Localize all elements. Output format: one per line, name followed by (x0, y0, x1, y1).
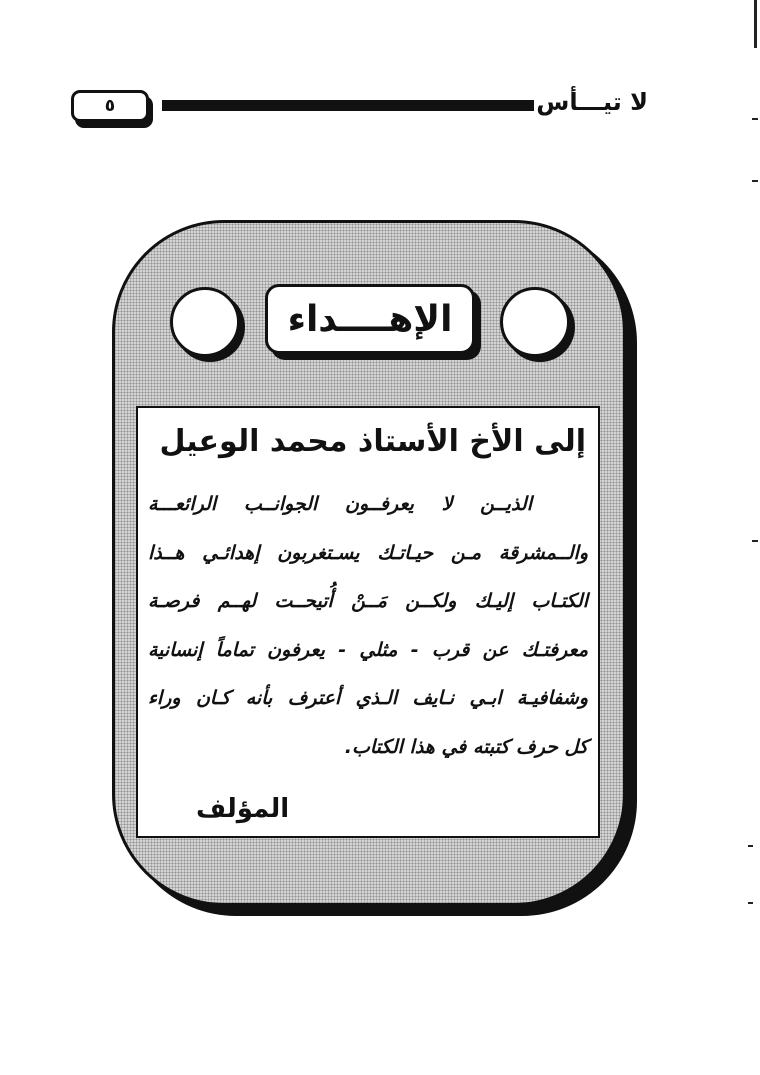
scan-edge-mark (752, 180, 758, 182)
body-line: معرفتـك عن قرب - مثلي - يعرفون تماماً إنسانية (148, 638, 588, 661)
dedication-body (148, 480, 588, 771)
page-number: ٥ (71, 90, 149, 122)
scan-edge-mark (754, 0, 757, 48)
right-ornament-circle (500, 287, 570, 357)
body-line: الكتـاب إليـك ولكــن مَــنْ أُتيحــت لهــم فرصـة (148, 590, 588, 612)
scan-edge-mark (748, 902, 753, 904)
body-line: والــمشرقة مـن حيـاتـك يسـتغربون إهدائـي هــذا (148, 541, 588, 564)
left-ornament-circle (170, 287, 240, 357)
dedication-title: الإهــــداء (265, 284, 475, 354)
author-signature: المؤلف (196, 794, 290, 824)
dedication-addressee: إلى الأخ الأستاذ محمد الوعيل (159, 424, 586, 459)
dedication-text-box (136, 406, 600, 838)
running-header-title: لا تيـــأس (536, 88, 648, 116)
scan-edge-mark (752, 118, 758, 120)
header-rule (162, 100, 534, 111)
body-line: الذيــن لا يعرفــون الجوانــب الرائعـــة (148, 493, 532, 515)
scan-edge-mark (748, 845, 753, 847)
body-line: وشفافيـة ابـي نـايف الـذي أعترف بأنه كـان وراء (148, 687, 588, 709)
body-line: كل حرف كتبته في هذا الكتاب. (344, 735, 588, 758)
scan-edge-mark (752, 540, 758, 542)
